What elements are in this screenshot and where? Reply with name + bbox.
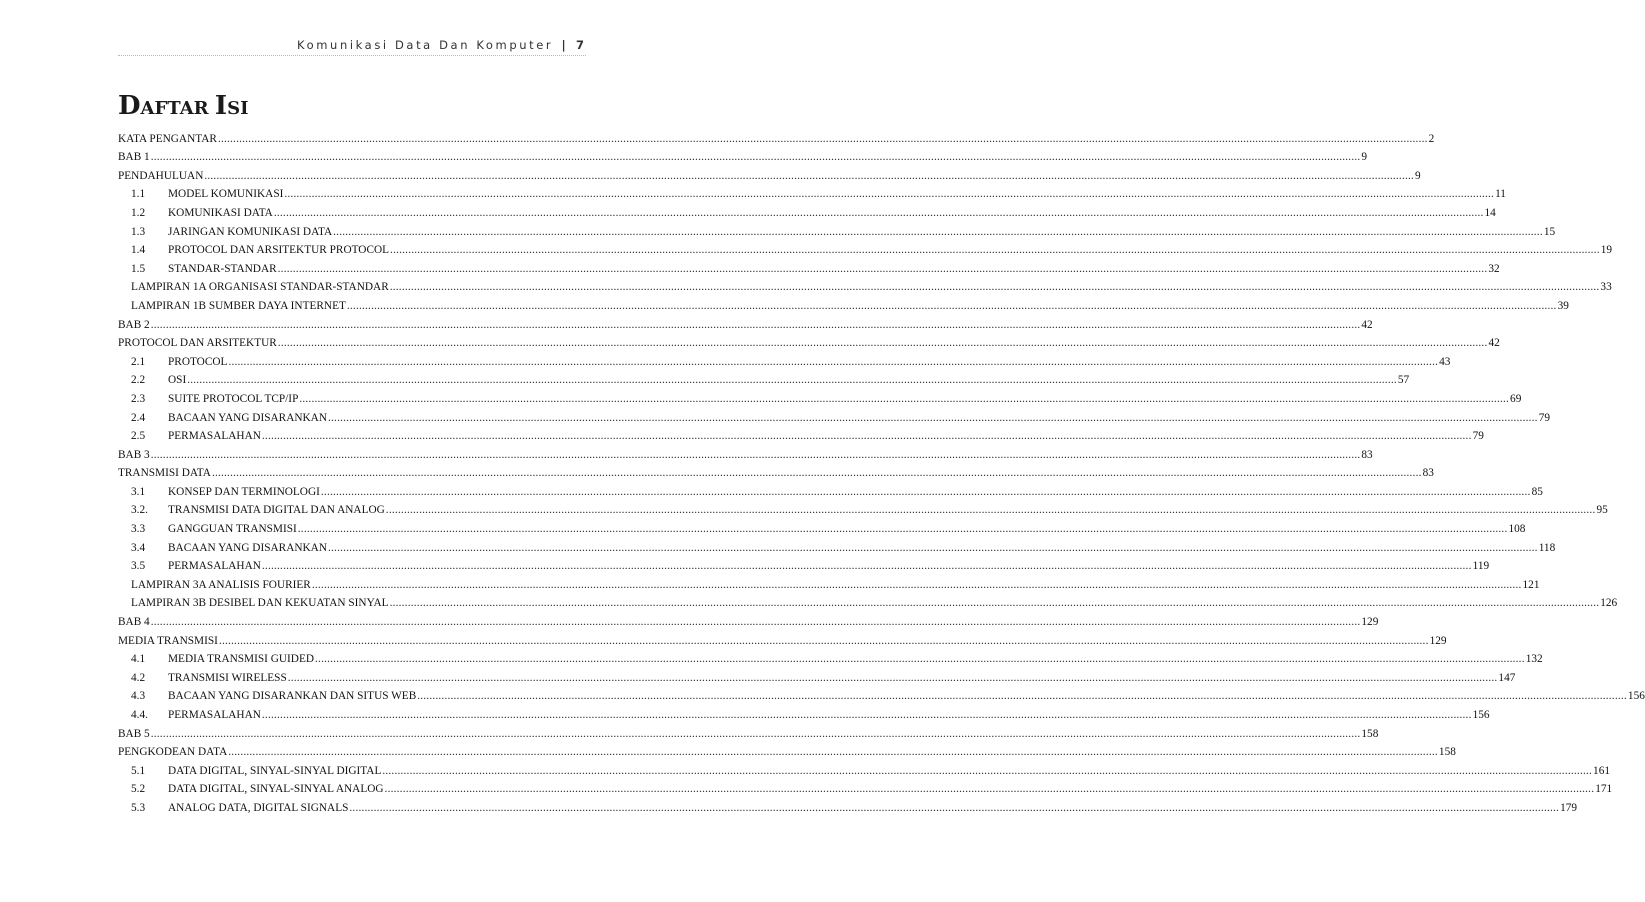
toc-entry-page: 158 (1438, 746, 1456, 759)
toc-entry-label: PROTOCOL (168, 355, 228, 368)
dot-leader: ................................................................................................................................................................................................................................................................................................................................................................................................................ (382, 764, 1593, 777)
toc-entry-label: SUITE PROTOCOL TCP/IP (168, 392, 299, 405)
toc-entry-page: 95 (1596, 504, 1608, 517)
dot-leader: ................................................................................................................................................................................................................................................................................................................................................................................................................ (297, 523, 1508, 536)
toc-entry-label: PROTOCOL DAN ARSITEKTUR (118, 337, 277, 350)
toc-entry[interactable] (118, 424, 1484, 443)
toc-entry-number: 5.3 (131, 801, 146, 814)
toc-entry-page: 118 (1538, 541, 1556, 554)
toc-entry-page: 126 (1600, 597, 1618, 610)
dot-leader: ................................................................................................................................................................................................................................................................................................................................................................................................................ (261, 709, 1472, 721)
toc-entry[interactable] (118, 275, 1612, 294)
dot-leader: ................................................................................................................................................................................................................................................................................................................................................................................................................ (349, 801, 1560, 814)
dot-leader: ................................................................................................................................................................................................................................................................................................................................................................................................................ (389, 281, 1600, 294)
toc-entry-page: 179 (1560, 801, 1578, 814)
toc-entry-label: JARINGAN KOMUNIKASI DATA (168, 225, 333, 238)
toc-entry-page: 171 (1595, 783, 1613, 796)
toc-entry-page: 33 (1600, 281, 1612, 294)
header-rule (118, 55, 586, 56)
toc-entry-page: 156 (1472, 709, 1490, 721)
toc-entry-label: STANDAR-STANDAR (168, 262, 277, 275)
toc-entry[interactable] (118, 554, 1490, 573)
toc-entry[interactable] (118, 163, 1421, 182)
toc-entry-label: PENGKODEAN DATA (118, 746, 228, 759)
toc-entry-label: PERMASALAHAN (168, 709, 261, 721)
dot-leader: ................................................................................................................................................................................................................................................................................................................................................................................................................ (320, 485, 1531, 498)
toc-entry-label: LAMPIRAN 1B SUMBER DAYA INTERNET (131, 299, 346, 312)
toc-entry-label: PERMASALAHAN (168, 430, 261, 443)
toc-entry[interactable] (118, 126, 1435, 145)
dot-leader: ................................................................................................................................................................................................................................................................................................................................................................................................................ (187, 374, 1397, 387)
toc-entry[interactable] (118, 200, 1496, 219)
dot-leader: ................................................................................................................................................................................................................................................................................................................................................................................................................ (384, 783, 1595, 796)
toc-entry-label: LAMPIRAN 3A ANALISIS FOURIER (131, 578, 311, 591)
toc-entry[interactable] (118, 628, 1447, 647)
dot-leader: ................................................................................................................................................................................................................................................................................................................................................................................................................ (228, 355, 1439, 368)
dot-leader: ................................................................................................................................................................................................................................................................................................................................................................................................................ (417, 690, 1627, 703)
dot-leader: ................................................................................................................................................................................................................................................................................................................................................................................................................ (261, 560, 1472, 573)
toc-entry-label: MODEL KOMUNIKASI (168, 188, 284, 201)
toc-entry[interactable] (118, 386, 1522, 405)
toc-entry[interactable] (118, 684, 1645, 703)
toc-entry[interactable] (118, 591, 1618, 610)
toc-entry[interactable] (118, 647, 1543, 666)
toc-entry-page: 129 (1429, 634, 1447, 647)
toc-entry-number: 1.4 (131, 244, 146, 257)
toc-entry[interactable] (118, 442, 1373, 461)
toc-entry[interactable] (118, 312, 1373, 331)
toc-entry-label: KONSEP DAN TERMINOLOGI (168, 485, 320, 498)
toc-entry[interactable] (118, 572, 1540, 591)
dot-leader: ................................................................................................................................................................................................................................................................................................................................................................................................................ (228, 746, 1438, 759)
dot-leader: ................................................................................................................................................................................................................................................................................................................................................................................................................ (150, 448, 1361, 461)
toc-entry[interactable] (118, 516, 1526, 536)
dot-leader: ................................................................................................................................................................................................................................................................................................................................................................................................................ (385, 504, 1596, 517)
toc-entry-page: 15 (1543, 225, 1556, 238)
dot-leader: ................................................................................................................................................................................................................................................................................................................................................................................................................ (150, 727, 1361, 740)
toc-entry-label: TRANSMISI DATA (118, 467, 211, 480)
toc-entry-page: 156 (1627, 690, 1645, 703)
toc-entry-page: 129 (1361, 616, 1379, 629)
toc-entry-number: 2.3 (131, 392, 146, 405)
toc-entry-page: 79 (1472, 430, 1484, 443)
title-initial-1: D (118, 91, 141, 121)
toc-entry-number: 3.5 (131, 560, 146, 573)
toc-entry-label: TRANSMISI DATA DIGITAL DAN ANALOG (168, 504, 385, 517)
toc-entry-number: 4.2 (131, 671, 146, 684)
dot-leader: ................................................................................................................................................................................................................................................................................................................................................................................................................ (389, 597, 1600, 610)
dot-leader: ................................................................................................................................................................................................................................................................................................................................................................................................................ (311, 578, 1522, 591)
toc-entry-number: 2.2 (131, 374, 146, 387)
dot-leader: ................................................................................................................................................................................................................................................................................................................................................................................................................ (261, 430, 1472, 443)
toc-entry-number: 4.3 (131, 690, 146, 703)
toc-entry-page: 147 (1498, 671, 1516, 684)
toc-entry[interactable] (118, 609, 1379, 629)
toc-entry-page: 9 (1361, 151, 1368, 164)
toc-entry-page: 11 (1495, 188, 1506, 201)
toc-entry-page: 69 (1510, 392, 1522, 405)
toc-entry-number: 5.1 (131, 764, 146, 777)
toc-entry-label: DATA DIGITAL, SINYAL-SINYAL DIGITAL (168, 764, 382, 777)
toc-entry-number: 1.3 (131, 225, 146, 238)
page-title (118, 93, 249, 119)
toc-entry[interactable] (118, 758, 1610, 777)
toc-entry[interactable] (118, 405, 1550, 424)
toc-entry-page: 83 (1422, 467, 1434, 480)
toc-entry-label: PERMASALAHAN (168, 560, 261, 573)
toc-entry-page: 57 (1397, 374, 1410, 387)
title-initial-2: I (214, 91, 228, 121)
running-header (297, 38, 584, 52)
toc-entry-label: DATA DIGITAL, SINYAL-SINYAL ANALOG (168, 783, 384, 796)
toc-entry[interactable] (118, 777, 1613, 796)
dot-leader: ................................................................................................................................................................................................................................................................................................................................................................................................................ (315, 653, 1525, 666)
toc-entry-label: BAB 5 (118, 727, 150, 740)
dot-leader: ................................................................................................................................................................................................................................................................................................................................................................................................................ (277, 337, 1488, 350)
toc-entry-page: 158 (1361, 727, 1379, 740)
toc-entry[interactable] (118, 238, 1613, 257)
dot-leader: ................................................................................................................................................................................................................................................................................................................................................................................................................ (299, 392, 1510, 405)
dot-leader: ................................................................................................................................................................................................................................................................................................................................................................................................................ (150, 616, 1361, 629)
toc-entry-page: 121 (1522, 578, 1540, 591)
toc-entry-label: ANALOG DATA, DIGITAL SIGNALS (168, 801, 349, 814)
toc-entry[interactable] (118, 368, 1410, 387)
toc-entry[interactable] (118, 349, 1451, 368)
table-of-contents (118, 126, 1645, 814)
dot-leader: ................................................................................................................................................................................................................................................................................................................................................................................................................ (277, 262, 1488, 275)
toc-entry-page: 2 (1428, 132, 1435, 145)
toc-entry-label: PENDAHULUAN (118, 169, 204, 182)
toc-entry[interactable] (118, 145, 1368, 164)
toc-entry-label: BAB 2 (118, 318, 150, 331)
toc-entry-number: 2.4 (131, 411, 146, 424)
toc-entry[interactable] (118, 665, 1516, 684)
toc-entry-label: BAB 3 (118, 448, 150, 461)
toc-entry[interactable] (118, 795, 1578, 814)
dot-leader: ................................................................................................................................................................................................................................................................................................................................................................................................................ (150, 318, 1361, 331)
dot-leader: ................................................................................................................................................................................................................................................................................................................................................................................................................ (287, 671, 1498, 684)
dot-leader: ................................................................................................................................................................................................................................................................................................................................................................................................................ (217, 132, 1428, 145)
toc-entry-page: 42 (1488, 337, 1500, 350)
dot-leader: ................................................................................................................................................................................................................................................................................................................................................................................................................ (211, 467, 1422, 480)
title-rest-1: AFTAR (140, 98, 215, 119)
toc-entry-label: GANGGUAN TRANSMISI (168, 523, 297, 536)
toc-entry[interactable] (118, 331, 1500, 350)
toc-entry-number: 1.2 (131, 206, 146, 219)
dot-leader: ................................................................................................................................................................................................................................................................................................................................................................................................................ (328, 541, 1538, 554)
toc-entry[interactable] (118, 702, 1490, 721)
toc-entry-page: 85 (1531, 485, 1543, 498)
dot-leader: ................................................................................................................................................................................................................................................................................................................................................................................................................ (218, 634, 1429, 647)
dot-leader: ................................................................................................................................................................................................................................................................................................................................................................................................................ (204, 169, 1415, 182)
toc-entry-label: LAMPIRAN 1A ORGANISASI STANDAR-STANDAR (131, 281, 389, 294)
toc-entry[interactable] (118, 219, 1556, 238)
toc-entry-number: 4.1 (131, 653, 146, 666)
toc-entry[interactable] (118, 740, 1456, 759)
toc-entry-page: 43 (1439, 355, 1451, 368)
toc-entry-number: 1.5 (131, 262, 146, 275)
toc-entry-page: 39 (1557, 299, 1569, 312)
toc-entry-number: 2.5 (131, 430, 146, 443)
toc-entry-number: 2.1 (131, 355, 146, 368)
toc-entry-label: TRANSMISI WIRELESS (168, 671, 287, 684)
toc-entry-page: 79 (1538, 411, 1550, 424)
dot-leader: ................................................................................................................................................................................................................................................................................................................................................................................................................ (346, 299, 1557, 312)
dot-leader: ................................................................................................................................................................................................................................................................................................................................................................................................................ (333, 225, 1543, 238)
toc-entry-page: 19 (1600, 244, 1613, 257)
toc-entry[interactable] (118, 721, 1379, 740)
toc-entry-page: 83 (1361, 448, 1373, 461)
header-separator: | (561, 38, 566, 52)
toc-entry-label: BACAAN YANG DISARANKAN (168, 541, 327, 554)
dot-leader: ................................................................................................................................................................................................................................................................................................................................................................................................................ (273, 206, 1484, 219)
toc-entry-page: 132 (1525, 653, 1543, 666)
toc-entry-page: 42 (1361, 318, 1373, 331)
toc-entry-number: 4.4. (131, 709, 148, 721)
toc-entry-page: 14 (1484, 206, 1496, 219)
toc-entry-number: 3.4 (131, 541, 146, 554)
toc-entry[interactable] (118, 182, 1506, 201)
toc-entry-label: BACAAN YANG DISARANKAN (168, 411, 327, 424)
toc-entry[interactable] (118, 535, 1556, 554)
toc-entry[interactable] (118, 479, 1543, 498)
toc-entry-label: KOMUNIKASI DATA (168, 206, 273, 219)
toc-entry-number: 3.1 (131, 485, 146, 498)
dot-leader: ................................................................................................................................................................................................................................................................................................................................................................................................................ (150, 151, 1361, 164)
toc-entry-page: 32 (1488, 262, 1500, 275)
toc-entry-number: 5.2 (131, 783, 146, 796)
toc-entry-label: KATA PENGANTAR (118, 132, 217, 145)
toc-entry-page: 161 (1593, 764, 1610, 777)
toc-entry-number: 3.2. (131, 504, 148, 517)
dot-leader: ................................................................................................................................................................................................................................................................................................................................................................................................................ (328, 411, 1538, 424)
toc-entry-label: MEDIA TRANSMISI GUIDED (168, 653, 315, 666)
toc-entry-label: MEDIA TRANSMISI (118, 634, 218, 647)
toc-entry-label: LAMPIRAN 3B DESIBEL DAN KEKUATAN SINYAL (131, 597, 389, 610)
toc-entry-number: 1.1 (131, 188, 146, 201)
toc-entry-label: BAB 4 (118, 616, 150, 629)
toc-entry-label: BAB 1 (118, 151, 150, 164)
toc-entry-page: 9 (1415, 169, 1421, 182)
toc-entry-label: PROTOCOL DAN ARSITEKTUR PROTOCOL (168, 244, 390, 257)
toc-entry-label: BACAAN YANG DISARANKAN DAN SITUS WEB (168, 690, 417, 703)
toc-entry[interactable] (118, 498, 1608, 517)
running-title: Komunikasi Data Dan Komputer (297, 38, 554, 52)
header-page-number: 7 (575, 38, 584, 52)
toc-entry[interactable] (118, 293, 1569, 312)
toc-entry[interactable] (118, 256, 1500, 275)
toc-entry-label: OSI (168, 374, 187, 387)
dot-leader: ................................................................................................................................................................................................................................................................................................................................................................................................................ (390, 244, 1600, 257)
toc-entry-page: 119 (1472, 560, 1490, 573)
toc-entry-number: 3.3 (131, 523, 146, 536)
dot-leader: ................................................................................................................................................................................................................................................................................................................................................................................................................ (284, 188, 1495, 201)
toc-entry-page: 108 (1508, 523, 1526, 536)
title-rest-2: SI (227, 98, 249, 119)
toc-entry[interactable] (118, 461, 1434, 480)
